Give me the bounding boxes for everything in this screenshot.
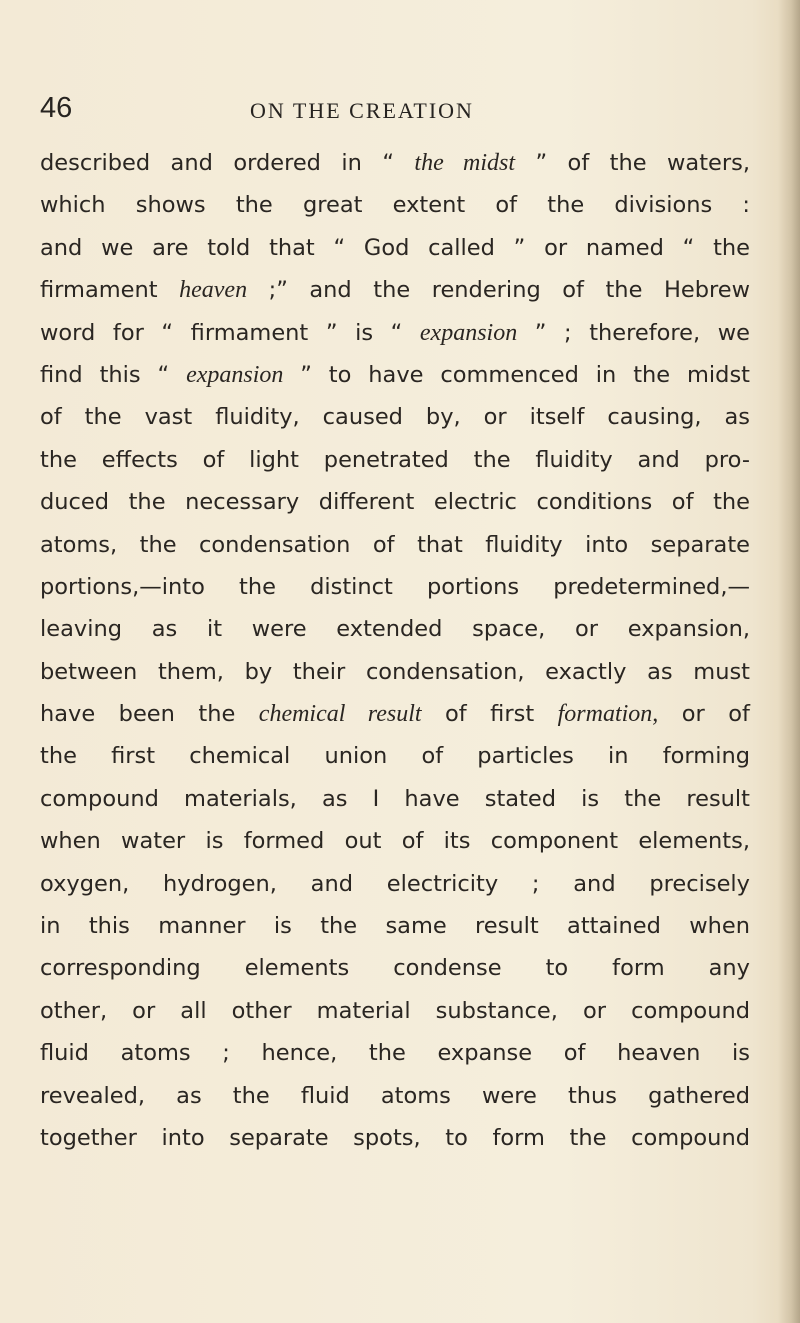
italic-text: formation, xyxy=(557,701,659,728)
text-line xyxy=(40,778,750,820)
text-line xyxy=(40,227,750,269)
text-line xyxy=(40,693,750,735)
text-line xyxy=(40,481,750,523)
text-line xyxy=(40,1032,750,1074)
text-segment: between them, by their condensation, exactly as must xyxy=(40,658,750,685)
text-segment: the first chemical union of particles in forming xyxy=(40,743,750,770)
text-line xyxy=(40,524,750,566)
text-line xyxy=(40,354,750,396)
text-line xyxy=(40,651,750,693)
text-segment: of the vast fluidity, caused by, or itself causing, as xyxy=(40,404,750,431)
text-segment: ” ; therefore, we xyxy=(517,319,750,346)
text-segment: and we are told that “ God called ” or named “ the xyxy=(40,234,750,261)
text-segment: together into separate spots, to form the compound xyxy=(40,1124,750,1151)
text-segment: portions,—into the distinct portions predetermined,— xyxy=(40,573,750,600)
text-line xyxy=(40,947,750,989)
text-segment: leaving as it were extended space, or expansion, xyxy=(40,616,750,643)
text-line xyxy=(40,990,750,1032)
text-line xyxy=(40,312,750,354)
text-line xyxy=(40,905,750,947)
italic-text: the midst xyxy=(414,150,516,176)
text-line xyxy=(40,184,750,226)
text-segment: word for “ firmament ” is “ xyxy=(40,319,420,346)
text-segment: revealed, as the fluid atoms were thus gathered xyxy=(40,1082,750,1109)
text-line xyxy=(40,566,750,608)
text-segment: ” to have commenced in the midst xyxy=(283,361,750,388)
text-segment: of first xyxy=(421,701,558,728)
page-edge-shadow xyxy=(778,0,800,1323)
text-segment: in this manner is the same result attained when xyxy=(40,913,750,940)
text-line xyxy=(40,608,750,650)
text-segment: have been the xyxy=(40,701,259,728)
page-header xyxy=(0,92,800,132)
text-segment: or of xyxy=(658,701,750,728)
text-segment: oxygen, hydrogen, and electricity ; and precisely xyxy=(40,870,750,897)
italic-text: heaven xyxy=(179,277,248,304)
text-segment: fluid atoms ; hence, the expanse of heaven is xyxy=(40,1040,750,1067)
text-line xyxy=(40,439,750,481)
page-number: 46 xyxy=(40,92,73,124)
text-segment: corresponding elements condense to form any xyxy=(40,955,750,982)
text-segment: find this “ xyxy=(40,361,187,388)
text-segment: when water is formed out of its component elements, xyxy=(40,828,750,855)
text-line xyxy=(40,1117,750,1159)
text-segment: which shows the great extent of the divisions : xyxy=(40,192,750,219)
text-segment: compound materials, as I have stated is the result xyxy=(40,785,750,812)
text-segment: other, or all other material substance, or compound xyxy=(40,997,750,1024)
text-line xyxy=(40,269,750,311)
body-text xyxy=(40,142,750,1159)
text-segment: the effects of light penetrated the fluidity and pro- xyxy=(40,446,750,473)
italic-text: expansion xyxy=(186,361,284,388)
text-segment: duced the necessary different electric conditions of the xyxy=(40,489,750,516)
text-line xyxy=(40,1075,750,1117)
text-segment: ” of the waters, xyxy=(515,150,751,176)
italic-text: expansion xyxy=(419,319,518,346)
text-line xyxy=(40,863,750,905)
running-head: ON THE CREATION xyxy=(250,98,474,123)
text-segment: firmament xyxy=(40,277,180,304)
text-line xyxy=(40,396,750,438)
text-segment: atoms, the condensation of that fluidity into separate xyxy=(40,531,750,558)
text-line xyxy=(40,735,750,777)
text-line xyxy=(40,142,750,184)
text-segment: described and ordered in “ xyxy=(40,150,415,176)
text-segment: ;” and the rendering of the Hebrew xyxy=(247,277,750,304)
text-line xyxy=(40,820,750,862)
italic-text: chemical result xyxy=(258,701,422,728)
